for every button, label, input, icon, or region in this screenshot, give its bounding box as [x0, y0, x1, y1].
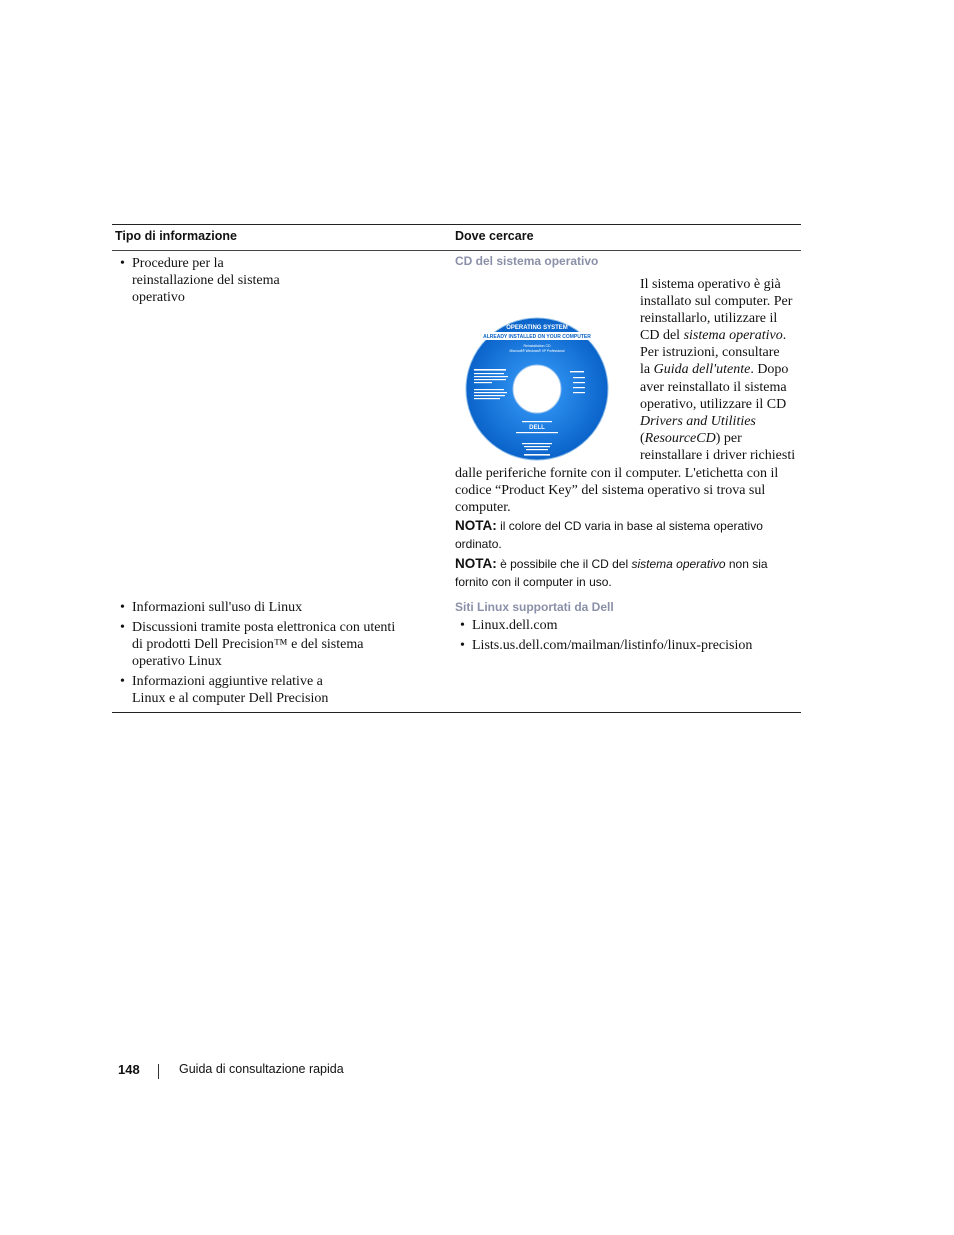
cd-description-full: dalle periferiche fornite con il computer. L'etichetta con il codice “Product Key” del sistema operativo si trova sul computer.	[455, 466, 779, 516]
footer-divider	[158, 1064, 159, 1079]
cd-description-side: Il sistema operativo è già installato sul computer. Per reinstallarlo, utilizzare il CD del sistema operativo. Per istruzioni, consultare la Guida dell'utente. Dopo aver reinstallato il sistema operativo, utilizzare il CD Drivers and Utilities (ResourceCD) per reinstallare i driver richiesti	[640, 277, 796, 463]
row-left-cell	[120, 255, 420, 309]
row-right-cell	[455, 596, 800, 657]
info-table	[112, 224, 801, 713]
note-cd-color: NOTA: il colore del CD varia in base al sistema operativo ordinato.	[455, 518, 763, 551]
row-right-cell	[455, 251, 800, 268]
page-number: 148	[118, 1062, 140, 1077]
link-linux-dell[interactable]: • Linux.dell.com	[460, 617, 800, 634]
list-item: • Discussioni tramite posta elettronica con utenti di prodotti Dell Precision™ e del sistema operativo Linux	[120, 619, 400, 670]
table-row	[112, 596, 801, 712]
note-cd-availability: NOTA: è possibile che il CD del sistema operativo non sia fornito con il computer in uso.	[455, 556, 768, 589]
list-item: • Procedure per la reinstallazione del sistema operativo	[120, 255, 305, 306]
cd-title: OPERATING SYSTEM	[506, 325, 568, 331]
section-subhead: Siti Linux supportati da Dell	[455, 600, 614, 614]
table-header	[112, 225, 801, 251]
table-row	[112, 251, 801, 596]
footer-title: Guida di consultazione rapida	[179, 1062, 344, 1076]
os-cd-image	[464, 311, 610, 468]
list-item: • Informazioni sull'uso di Linux	[120, 599, 400, 616]
cd-dell-logo: DELL	[529, 425, 545, 431]
cd-banner: ALREADY INSTALLED ON YOUR COMPUTER	[483, 334, 591, 340]
list-item: • Informazioni aggiuntive relative a Linux e al computer Dell Precision	[120, 673, 332, 707]
row-left-cell	[120, 599, 400, 710]
header-col-where: Dove cercare	[455, 229, 534, 243]
section-subhead: CD del sistema operativo	[455, 254, 599, 268]
cd-sub2: Microsoft® Windows® XP Professional	[509, 349, 565, 353]
cd-sub1: Reinstallation CD	[523, 344, 551, 348]
header-col-type: Tipo di informazione	[115, 229, 237, 243]
link-linux-mailing-list[interactable]: • Lists.us.dell.com/mailman/listinfo/linux-precision	[460, 637, 800, 654]
